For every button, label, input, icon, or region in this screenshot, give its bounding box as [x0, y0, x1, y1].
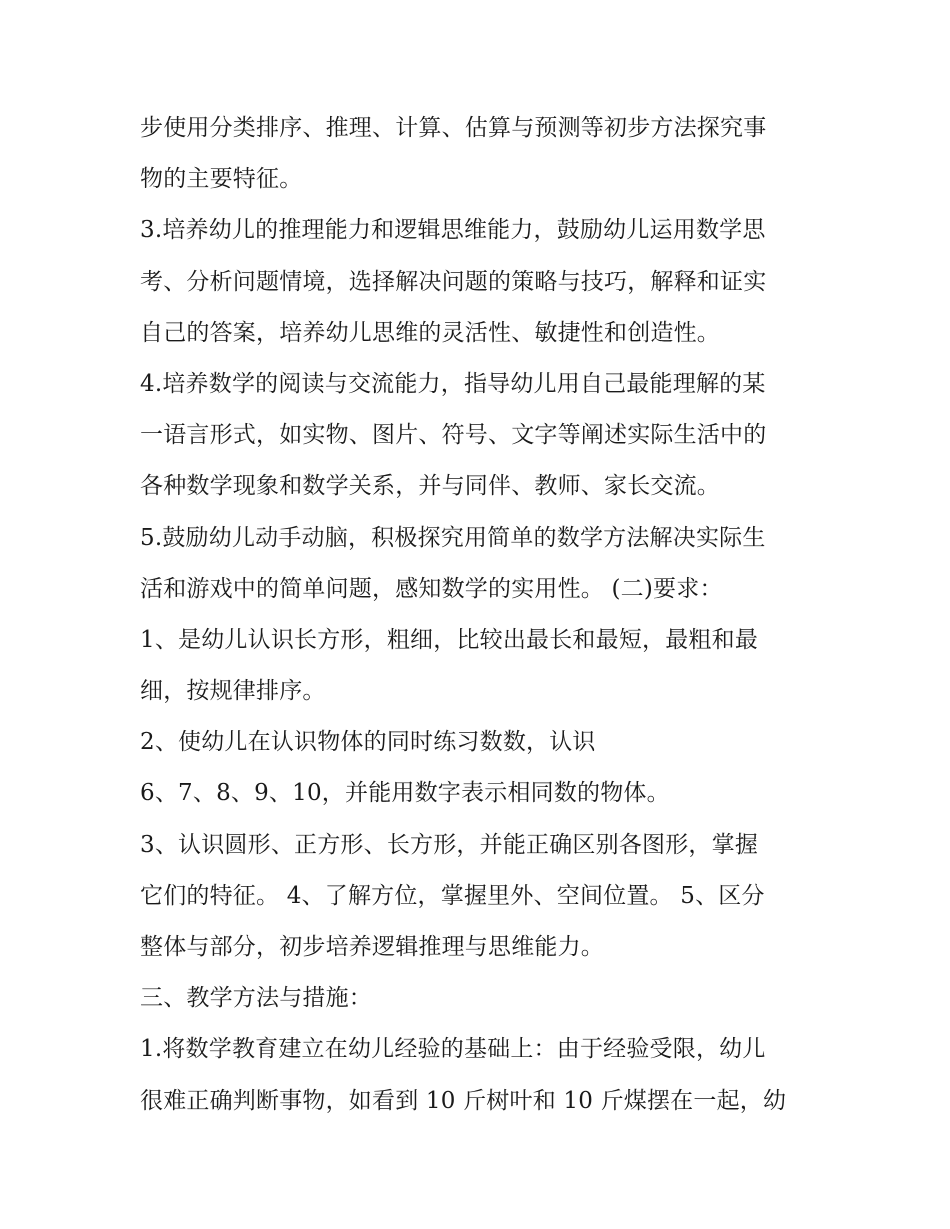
- text-line: 很难正确判断事物，如看到 10 斤树叶和 10 斤煤摆在一起，幼: [140, 1087, 787, 1114]
- text-line: 各种数学现象和数学关系，并与同伴、教师、家长交流。: [140, 473, 720, 500]
- text-line: 活和游戏中的简单问题，感知数学的实用性。 (二)要求：: [140, 575, 723, 602]
- text-line: 考、分析问题情境，选择解决问题的策略与技巧，解释和证实: [140, 268, 767, 295]
- text-line: 4.培养数学的阅读与交流能力，指导幼儿用自己最能理解的某: [140, 370, 766, 397]
- text-line: 3.培养幼儿的推理能力和逻辑思维能力，鼓励幼儿运用数学思: [140, 217, 766, 244]
- text-line: 6、7、8、9、10，并能用数字表示相同数的物体。: [140, 780, 670, 807]
- text-line: 整体与部分，初步培养逻辑推理与思维能力。: [140, 934, 604, 960]
- text-line: 步使用分类排序、推理、计算、估算与预测等初步方法探究事: [140, 115, 767, 141]
- text-line: 自己的答案，培养幼儿思维的灵活性、敏捷性和创造性。: [140, 319, 720, 346]
- text-line: 1.将数学教育建立在幼儿经验的基础上：由于经验受限，幼儿: [140, 1036, 766, 1063]
- text-line: 它们的特征。 4、了解方位，掌握里外、空间位置。 5、区分: [140, 882, 765, 909]
- document-body: [140, 103, 820, 1127]
- text-line: 一语言形式，如实物、图片、符号、文字等阐述实际生活中的: [140, 422, 767, 449]
- text-line: 细，按规律排序。: [140, 678, 326, 705]
- text-line: 1、是幼儿认识长方形，粗细，比较出最长和最短，最粗和最: [140, 626, 759, 653]
- text-line: 5.鼓励幼儿动手动脑，积极探究用简单的数学方法解决实际生: [140, 524, 766, 551]
- text-line: 物的主要特征。: [140, 166, 303, 193]
- text-line: 3、认识圆形、正方形、长方形，并能正确区别各图形，掌握: [140, 831, 759, 858]
- section-heading: 三、教学方法与措施：: [140, 985, 372, 1012]
- text-line: 2、使幼儿在认识物体的同时练习数数，认识: [140, 729, 596, 756]
